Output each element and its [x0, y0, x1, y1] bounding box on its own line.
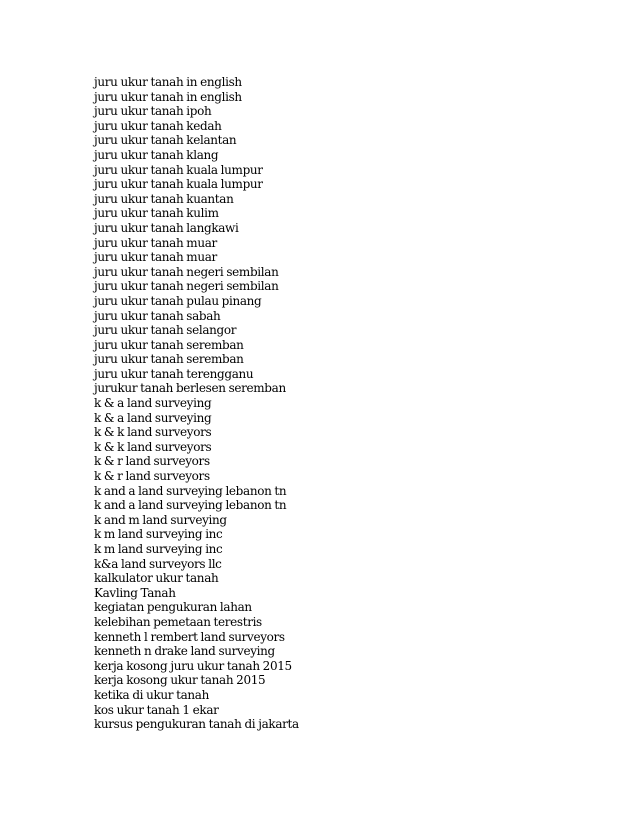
keyword-line: k m land surveying inc	[94, 542, 223, 556]
keyword-line: juru ukur tanah selangor	[94, 323, 237, 338]
keyword-line: k m land surveying inc	[94, 527, 223, 542]
keyword-line: juru ukur tanah negeri sembilan	[94, 264, 279, 279]
keyword-line: kursus pengukuran tanah di jakarta	[94, 717, 299, 732]
keyword-line: juru ukur tanah langkawi	[94, 220, 239, 235]
keyword-line: jurukur tanah berlesen seremban	[94, 381, 286, 396]
keyword-line: k and m land surveying	[94, 512, 227, 527]
keyword-line: juru ukur tanah klang	[94, 147, 219, 162]
keyword-line: juru ukur tanah sabah	[94, 308, 221, 323]
keyword-line: kerja kosong juru ukur tanah 2015	[94, 658, 292, 673]
keyword-line: Kavling Tanah	[94, 585, 176, 600]
keyword-line: kelebihan pemetaan terestris	[94, 614, 262, 629]
keyword-line: kos ukur tanah 1 ekar	[94, 702, 219, 717]
keyword-line: juru ukur tanah kuala lumpur	[94, 177, 263, 192]
keyword-line: k & r land surveyors	[94, 469, 210, 484]
keyword-line: kerja kosong ukur tanah 2015	[94, 673, 266, 688]
keyword-line: k and a land surveying lebanon tn	[94, 483, 287, 498]
keyword-line: juru ukur tanah kelantan	[94, 133, 237, 148]
keyword-line: kenneth n drake land surveying	[94, 644, 275, 659]
keyword-line: juru ukur tanah in english	[94, 75, 242, 89]
keyword-line: juru ukur tanah in english	[94, 89, 242, 104]
keyword-line: juru ukur tanah negeri sembilan	[94, 279, 279, 294]
keyword-line: kalkulator ukur tanah	[94, 571, 219, 586]
keyword-line: kenneth l rembert land surveyors	[94, 629, 285, 644]
keyword-line: k & a land surveying	[94, 396, 212, 411]
keyword-line: k&a land surveyors llc	[94, 556, 222, 571]
keyword-line: kegiatan pengukuran lahan	[94, 600, 252, 615]
keyword-line: juru ukur tanah muar	[94, 235, 217, 250]
keyword-line: juru ukur tanah kulim	[94, 206, 219, 221]
keyword-line: juru ukur tanah kuala lumpur	[94, 162, 263, 177]
keyword-line: juru ukur tanah kedah	[94, 118, 222, 133]
keyword-line: k & k land surveyors	[94, 439, 212, 454]
keyword-line: k and a land surveying lebanon tn	[94, 498, 287, 513]
keyword-line: juru ukur tanah ipoh	[94, 104, 212, 119]
keyword-line: juru ukur tanah terengganu	[94, 366, 254, 381]
keyword-line: juru ukur tanah seremban	[94, 352, 244, 367]
keyword-line: juru ukur tanah kuantan	[94, 191, 234, 206]
keyword-line: juru ukur tanah pulau pinang	[94, 293, 262, 308]
keyword-line: k & a land surveying	[94, 410, 212, 425]
keyword-line: k & k land surveyors	[94, 425, 212, 440]
keyword-list	[94, 75, 299, 732]
keyword-line: juru ukur tanah muar	[94, 250, 217, 265]
keyword-line: k & r land surveyors	[94, 454, 210, 469]
keyword-line: ketika di ukur tanah	[94, 687, 209, 702]
keyword-line: juru ukur tanah seremban	[94, 337, 244, 352]
